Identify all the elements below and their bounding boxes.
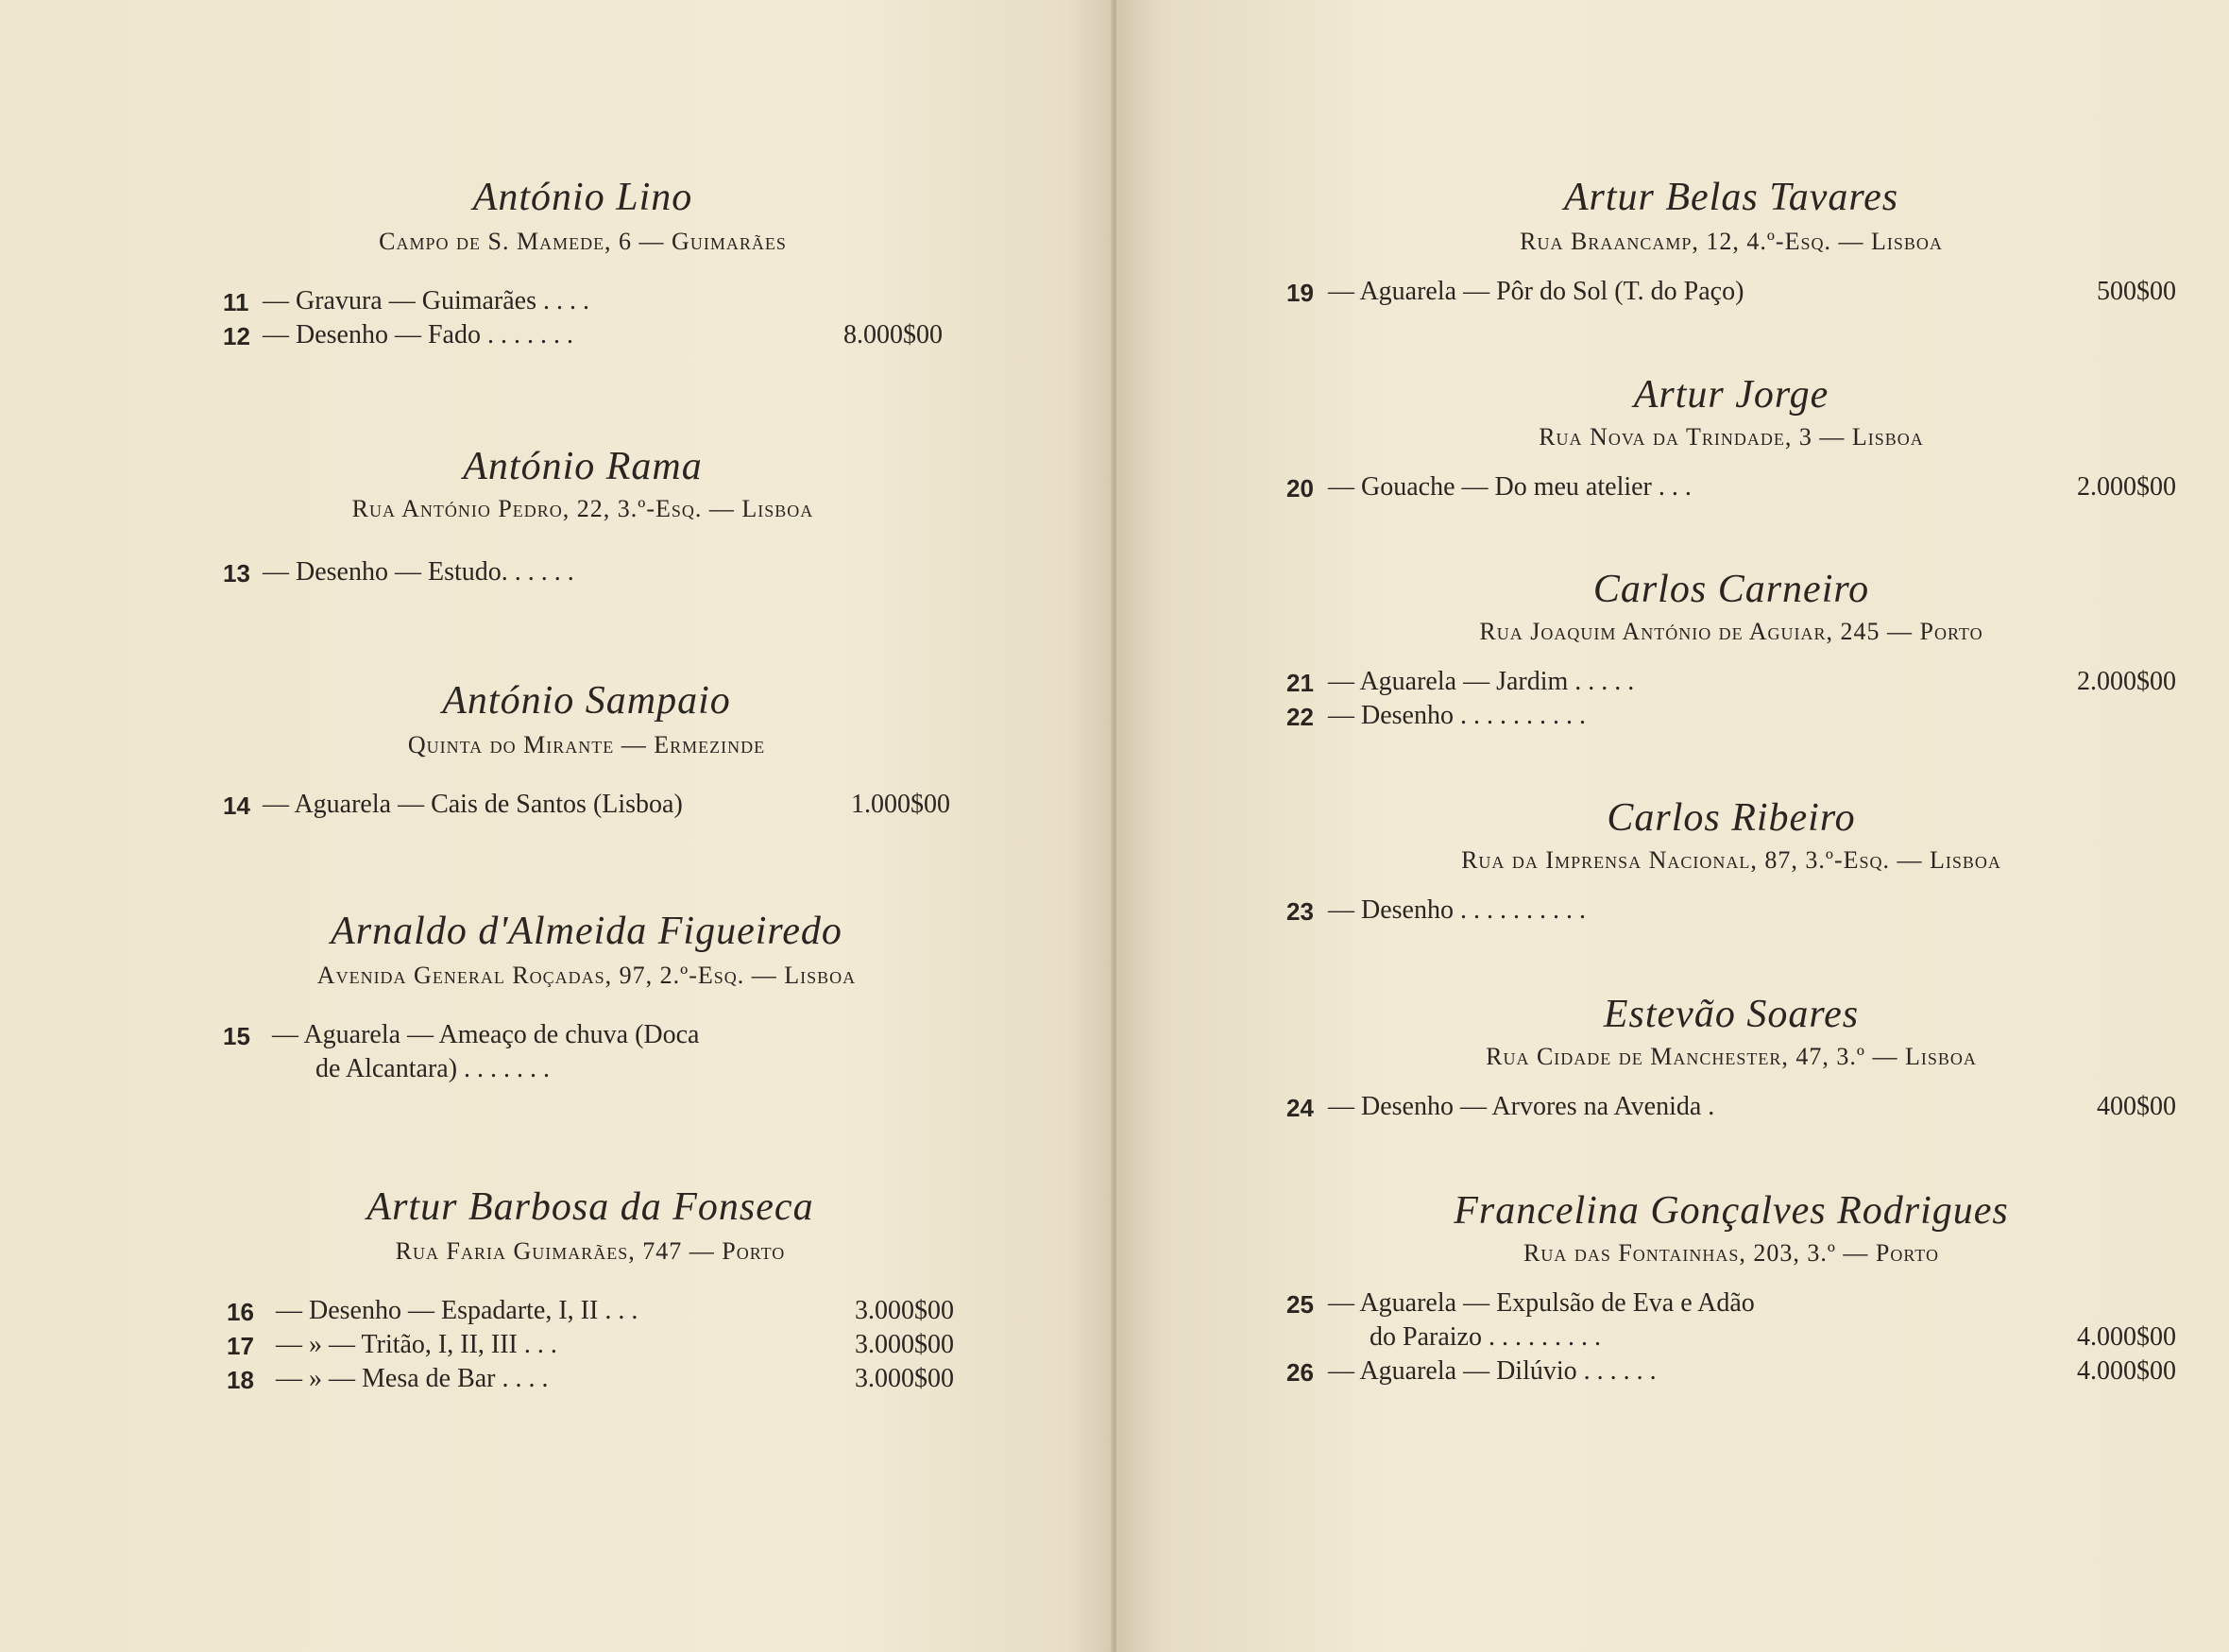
artist-address: Rua das Fontainhas, 203, 3.º — Porto	[1523, 1239, 1939, 1267]
artist-entry	[1286, 567, 2176, 746]
work-number: 21	[1286, 669, 1314, 697]
artist-entry	[1286, 1188, 2176, 1405]
work-number: 12	[223, 322, 250, 350]
artist-entry	[1286, 372, 2176, 514]
work-number: 23	[1286, 897, 1314, 926]
artist-entry	[1286, 992, 2176, 1133]
work-price: 2.000$00	[2077, 667, 2176, 696]
work-price: 3.000$00	[855, 1364, 954, 1393]
work-description: — Aguarela — Ameaço de chuva (Doca	[272, 1020, 700, 1049]
artist-entry	[223, 175, 943, 364]
work-number: 16	[227, 1298, 254, 1326]
work-description: — Desenho . . . . . . . . . .	[1328, 895, 1586, 925]
work-description: — » — Mesa de Bar . . . .	[276, 1364, 549, 1393]
work-item	[223, 286, 943, 320]
work-number: 25	[1286, 1290, 1314, 1319]
artist-name: Arnaldo d'Almeida Figueiredo	[331, 910, 842, 953]
artist-entry	[223, 678, 950, 829]
work-number: 24	[1286, 1094, 1314, 1122]
artist-name: Artur Barbosa da Fonseca	[366, 1185, 814, 1229]
work-number: 14	[223, 792, 250, 820]
work-number: 22	[1286, 703, 1314, 731]
artist-name: Francelina Gonçalves Rodrigues	[1454, 1189, 2009, 1233]
artist-address: Campo de S. Mamede, 6 — Guimarães	[379, 228, 787, 255]
artist-entry	[1286, 175, 2176, 316]
work-description: — Desenho — Arvores na Avenida .	[1328, 1092, 1715, 1121]
artist-address: Avenida General Roçadas, 97, 2.º-Esq. — Lisboa	[316, 962, 857, 989]
work-item	[1286, 1288, 2176, 1322]
work-description: — » — Tritão, I, II, III . . .	[276, 1330, 557, 1359]
work-item	[1286, 1092, 2176, 1126]
work-description: — Aguarela — Dilúvio . . . . . .	[1328, 1356, 1657, 1386]
artist-name: António Sampaio	[442, 679, 731, 723]
right-page	[1116, 0, 2229, 1652]
artist-address: Rua Braancamp, 12, 4.º-Esq. — Lisboa	[1520, 228, 1943, 255]
work-number: 11	[223, 288, 249, 316]
work-price: 1.000$00	[851, 790, 950, 819]
artist-name: António Lino	[472, 176, 693, 219]
work-description: de Alcantara) . . . . . . .	[315, 1054, 551, 1083]
work-description: — Desenho . . . . . . . . . .	[1328, 701, 1586, 730]
work-number: 17	[227, 1332, 254, 1360]
work-item	[227, 1296, 954, 1330]
work-item	[1286, 1356, 2176, 1390]
artist-entry	[223, 909, 950, 1098]
work-item-continuation	[223, 1054, 950, 1088]
work-price: 4.000$00	[2077, 1322, 2176, 1352]
work-item	[223, 320, 943, 354]
work-number: 20	[1286, 474, 1314, 502]
artist-entry	[223, 444, 943, 595]
work-description: — Gravura — Guimarães . . . .	[263, 286, 590, 315]
work-price: 8.000$00	[843, 320, 943, 349]
work-item	[1286, 895, 2176, 929]
work-description: — Aguarela — Expulsão de Eva e Adão	[1328, 1288, 1755, 1318]
artist-name: Artur Jorge	[1633, 373, 1829, 417]
work-item	[1286, 667, 2176, 701]
work-item	[227, 1364, 954, 1398]
work-item	[1286, 472, 2176, 506]
work-number: 15	[223, 1022, 250, 1050]
work-item	[223, 790, 950, 824]
work-item	[223, 1020, 950, 1054]
artist-name: Carlos Carneiro	[1592, 568, 1870, 611]
artist-address: Rua Faria Guimarães, 747 — Porto	[395, 1237, 786, 1265]
left-page	[0, 0, 1113, 1652]
artist-name: Artur Belas Tavares	[1563, 176, 1899, 219]
artist-address: Rua Cidade de Manchester, 47, 3.º — Lisboa	[1486, 1043, 1977, 1070]
artist-name: Estevão Soares	[1603, 993, 1860, 1036]
work-item	[1286, 701, 2176, 735]
artist-entry	[1286, 795, 2176, 937]
work-item-continuation	[1286, 1322, 2176, 1356]
artist-address: Rua da Imprensa Nacional, 87, 3.º-Esq. — Lisboa	[1461, 846, 2001, 874]
work-description: — Aguarela — Cais de Santos (Lisboa)	[263, 790, 683, 819]
work-item	[1286, 277, 2176, 311]
artist-address: Rua Joaquim António de Aguiar, 245 — Porto	[1479, 618, 1983, 645]
artist-entry	[227, 1184, 954, 1411]
work-number: 13	[223, 559, 250, 588]
work-description: — Gouache — Do meu atelier . . .	[1328, 472, 1692, 502]
artist-address: Rua Nova da Trindade, 3 — Lisboa	[1539, 423, 1924, 451]
work-description: do Paraizo . . . . . . . . .	[1370, 1322, 1601, 1352]
work-number: 26	[1286, 1358, 1314, 1387]
artist-address: Rua António Pedro, 22, 3.º-Esq. — Lisboa	[351, 495, 814, 522]
work-price: 3.000$00	[855, 1296, 954, 1325]
work-description: — Desenho — Espadarte, I, II . . .	[276, 1296, 638, 1325]
work-number: 18	[227, 1366, 254, 1394]
artist-name: António Rama	[463, 445, 703, 488]
work-price: 2.000$00	[2077, 472, 2176, 502]
work-price: 400$00	[2097, 1092, 2176, 1121]
work-price: 4.000$00	[2077, 1356, 2176, 1386]
work-number: 19	[1286, 279, 1314, 307]
work-price: 3.000$00	[855, 1330, 954, 1359]
work-price: 500$00	[2097, 277, 2176, 306]
work-description: — Desenho — Estudo. . . . . .	[263, 557, 574, 587]
artist-name: Carlos Ribeiro	[1607, 796, 1856, 840]
work-description: — Aguarela — Jardim . . . . .	[1328, 667, 1635, 696]
work-item	[227, 1330, 954, 1364]
work-description: — Desenho — Fado . . . . . . .	[263, 320, 573, 349]
artist-address: Quinta do Mirante — Ermezinde	[407, 731, 766, 758]
work-description: — Aguarela — Pôr do Sol (T. do Paço)	[1328, 277, 1744, 306]
work-item	[223, 557, 943, 591]
